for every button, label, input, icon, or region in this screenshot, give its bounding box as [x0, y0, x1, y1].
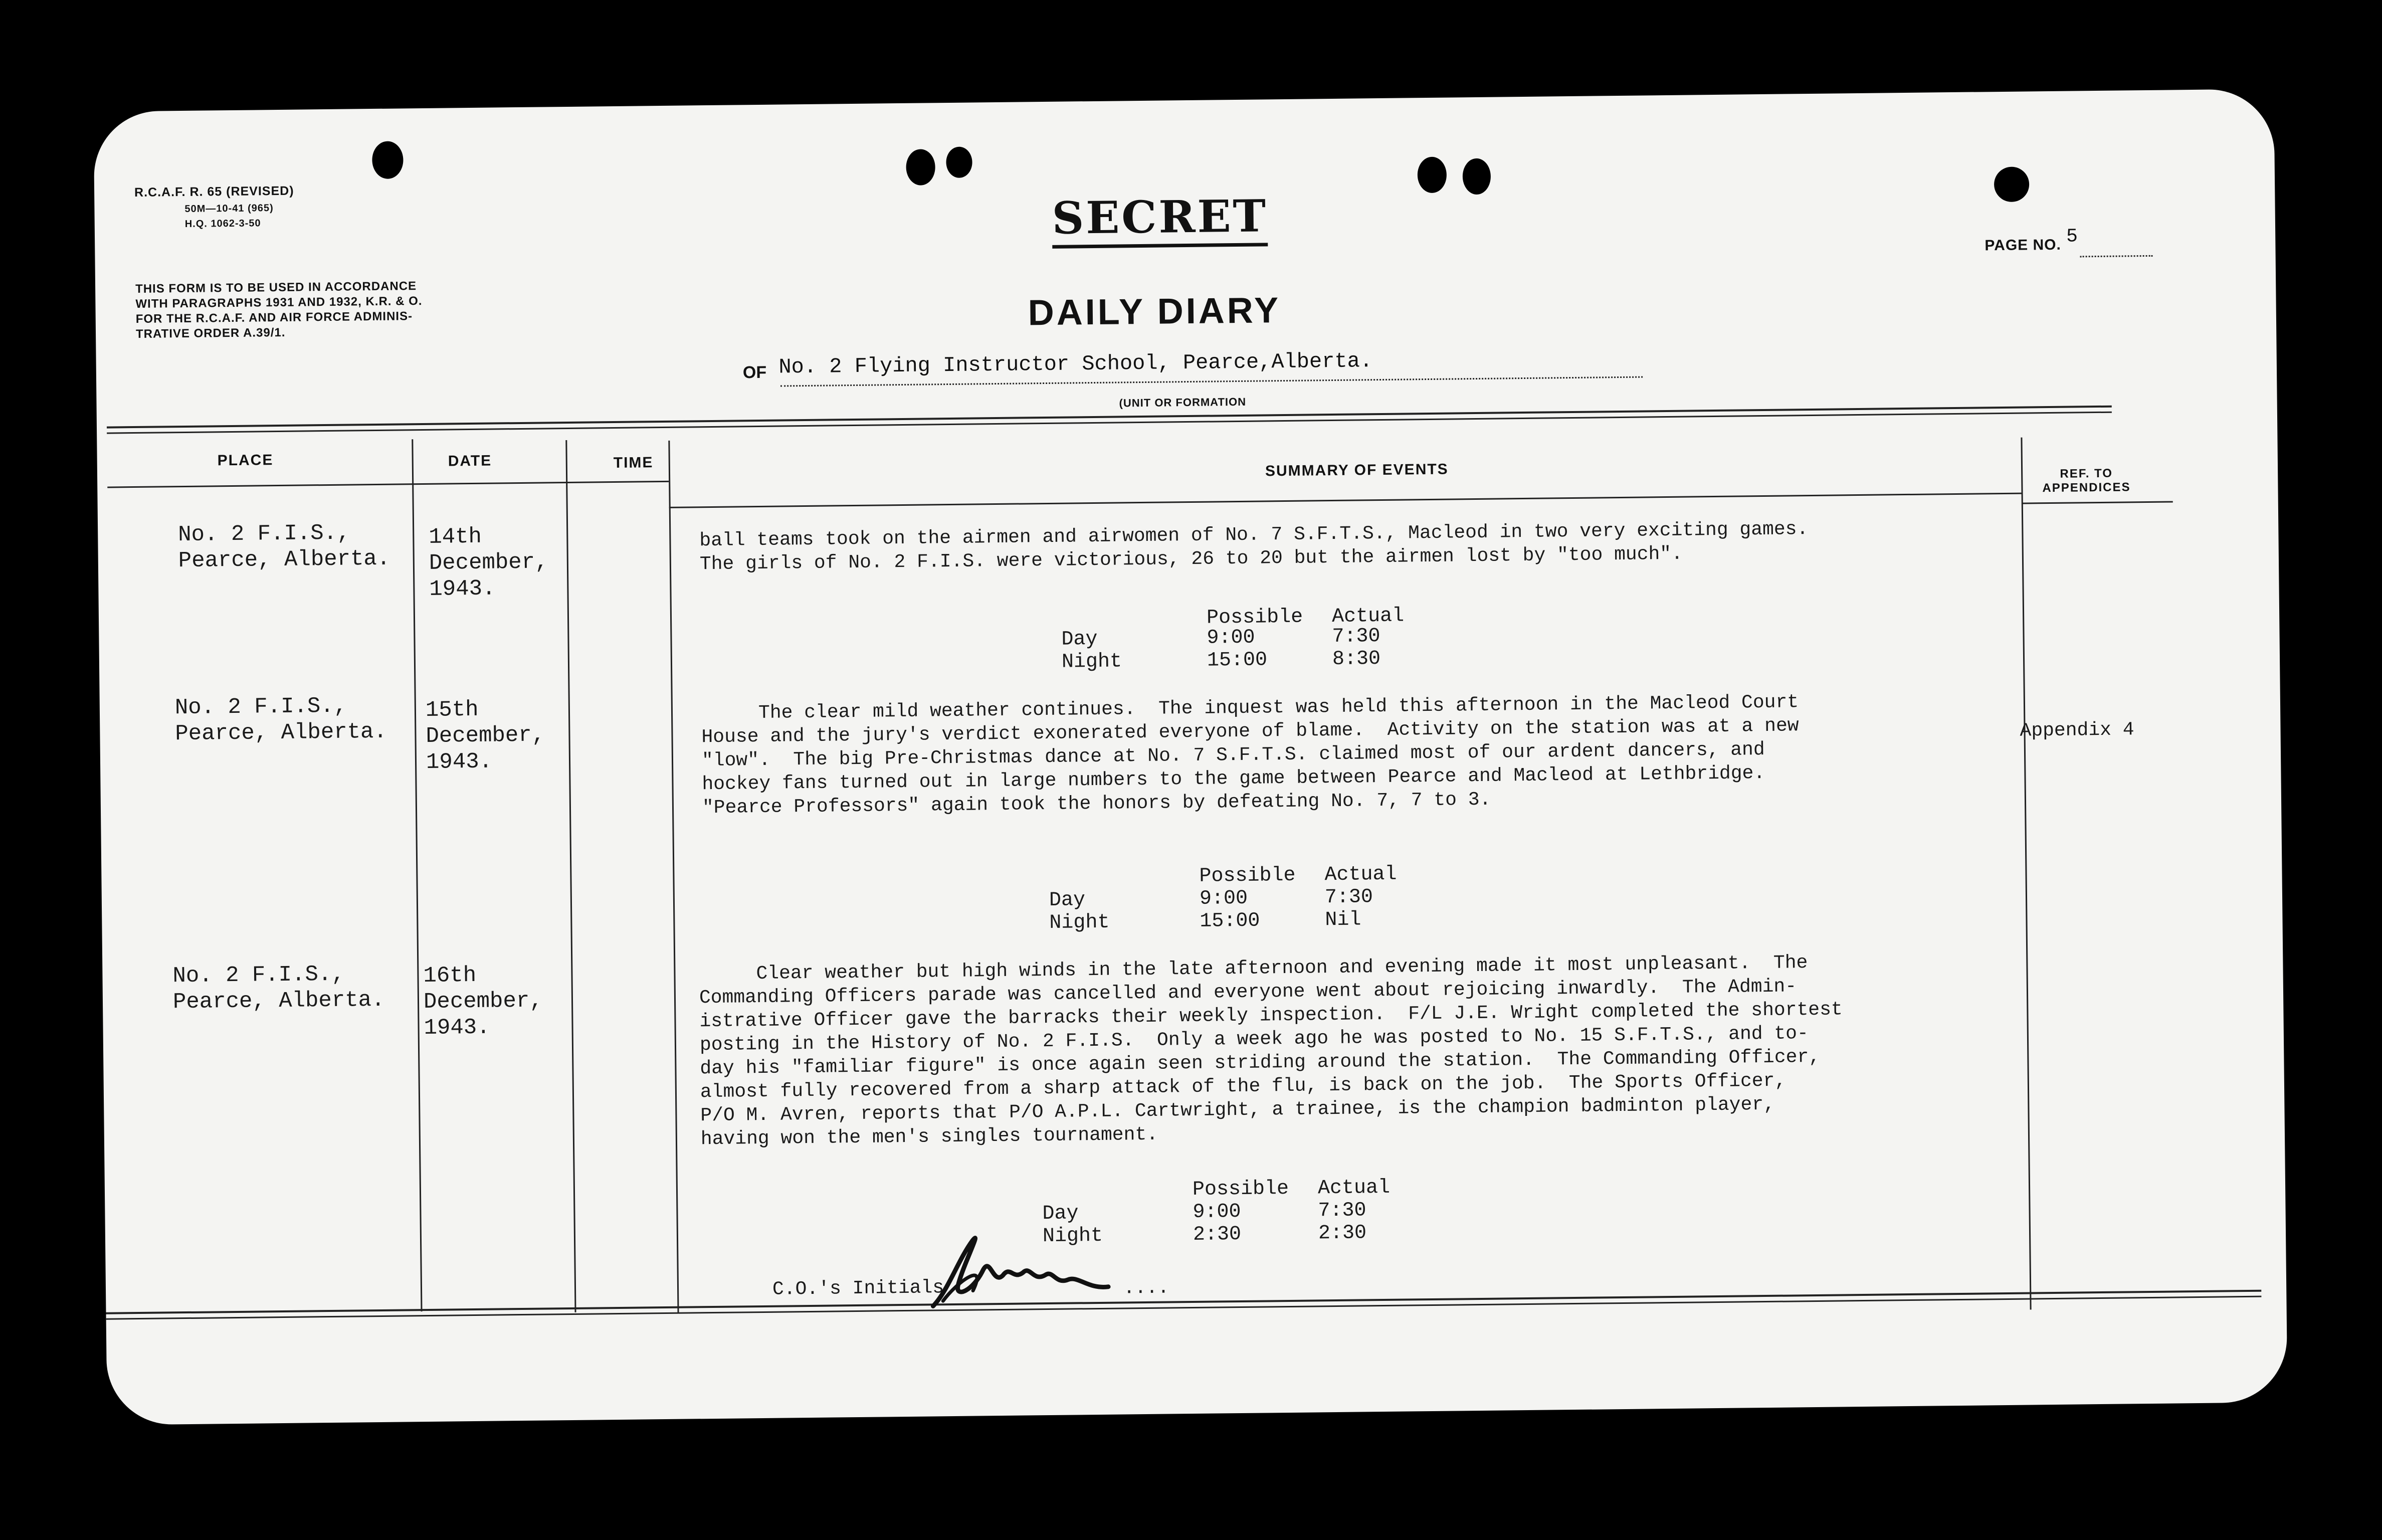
column-header-date: DATE	[448, 452, 492, 470]
possible-label: Possible	[1199, 864, 1296, 888]
column-divider-summary	[2021, 438, 2031, 1310]
co-initials-dots: ....	[1123, 1277, 1169, 1299]
column-header-time: TIME	[613, 454, 654, 472]
appendix-reference: Appendix 4	[2020, 719, 2134, 742]
page-number-field: PAGE NO. 5	[1984, 234, 2078, 256]
entry-place: No. 2 F.I.S., Pearce, Alberta.	[174, 693, 387, 747]
entry-summary: Clear weather but high winds in the late afternoon and evening made it most unpleasant. The Commanding Officers parade was cancelled and everyone went about rejoicing inwardly. The Admin- istrative Officer gave the barracks their weekly inspection. F/L J.E. Wright completed the shortest posting in the History of No. 2 F.I.S. Only a week ago he was posted to No. 15 S.F.T.S., and to- day his "familiar figure" is once again seen striding around the station. The Commanding Officer, almost fully recovered from a sharp attack of the flu, is back on the job. The Sports Officer, P/O M. Avren, reports that P/O A.P.L. Cartwright, a trainee, is the champion badminton player, having won the men's singles tournament.	[699, 952, 1843, 1150]
day-actual: 7:30	[1324, 886, 1373, 909]
classification-stamp: SECRET	[1052, 189, 1268, 249]
night-possible: 15:00	[1207, 649, 1268, 672]
column-header-underline	[669, 493, 2023, 508]
actual-label: Actual	[1317, 1176, 1391, 1200]
co-initials-label: C.O.'s Initials	[772, 1277, 944, 1300]
header-rule	[107, 406, 2112, 429]
footer-rule	[106, 1290, 2261, 1314]
day-actual: 7:30	[1332, 625, 1380, 649]
column-header-summary: SUMMARY OF EVENTS	[1265, 461, 1449, 480]
night-label: Night	[1042, 1224, 1103, 1248]
punch-hole	[1463, 158, 1491, 195]
night-actual: Nil	[1325, 908, 1361, 932]
day-label: Day	[1061, 628, 1098, 651]
column-header-ref: REF. TO APPENDICES	[2042, 466, 2131, 495]
entry-date: 14th December, 1943.	[429, 524, 548, 602]
night-label: Night	[1049, 911, 1110, 934]
day-possible: 9:00	[1207, 626, 1255, 650]
form-instructions: THIS FORM IS TO BE USED IN ACCORDANCE WITH PARAGRAPHS 1931 AND 1932, K.R. & O. FOR THE R.C.A.F. AND AIR FORCE ADMINIS- TRATIVE ORDER A.39/1.	[135, 279, 423, 341]
page-title: DAILY DIARY	[1028, 290, 1281, 333]
night-possible: 2:30	[1193, 1223, 1242, 1246]
day-label: Day	[1049, 889, 1086, 912]
column-header-underline	[107, 481, 669, 488]
day-possible: 9:00	[1199, 887, 1248, 910]
column-divider-place	[412, 439, 422, 1311]
day-actual: 7:30	[1318, 1199, 1366, 1223]
entry-date: 15th December, 1943.	[425, 697, 545, 775]
print-code: 50M—10-41 (965)	[184, 203, 274, 215]
night-possible: 15:00	[1200, 909, 1260, 933]
punch-hole	[1994, 166, 2030, 202]
punch-hole	[906, 149, 935, 185]
punch-hole	[1417, 157, 1447, 194]
night-actual: 2:30	[1318, 1222, 1367, 1245]
footer-rule	[106, 1296, 2262, 1320]
entry-summary: ball teams took on the airmen and airwomen of No. 7 S.F.T.S., Macleod in two very exciting games. The girls of No. 2 F.I.S. were victorious, 26 to 20 but the airmen lost by "too much".	[699, 518, 1809, 575]
diary-card	[93, 89, 2287, 1425]
punch-hole	[946, 146, 972, 178]
column-header-underline	[2023, 501, 2173, 504]
possible-label: Possible	[1206, 606, 1303, 630]
day-possible: 9:00	[1193, 1200, 1241, 1224]
night-label: Night	[1061, 650, 1122, 674]
hq-reference: H.Q. 1062-3-50	[184, 218, 261, 230]
column-divider-time	[668, 441, 679, 1313]
co-signature	[927, 1229, 1139, 1311]
unit-caption: (UNIT OR FORMATION	[1119, 395, 1247, 410]
column-header-place: PLACE	[217, 452, 274, 469]
day-label: Day	[1042, 1202, 1079, 1226]
punch-hole	[372, 141, 404, 179]
night-actual: 8:30	[1332, 648, 1381, 671]
actual-label: Actual	[1324, 863, 1397, 887]
header-rule	[107, 412, 2112, 434]
entry-summary: The clear mild weather continues. The inquest was held this afternoon in the Macleod Court House and the jury's verdict exonerated everyone of blame. Activity on the station was at a new "low". The big Pre-Christmas dance at No. 7 S.F.T.S. claimed most of our ardent dancers, and hockey fans turned out in large numbers to the game between Pearce and Macleod at Lethbridge. "Pearce Professors" again took the honors by defeating No. 7, 7 to 3.	[701, 691, 1799, 819]
unit-field: OF No. 2 Flying Instructor School, Pearce,Alberta.	[743, 354, 1373, 384]
possible-label: Possible	[1192, 1177, 1289, 1202]
entry-date: 16th December, 1943.	[423, 963, 543, 1041]
entry-place: No. 2 F.I.S., Pearce, Alberta.	[172, 961, 385, 1015]
entry-place: No. 2 F.I.S., Pearce, Alberta.	[177, 520, 390, 574]
form-id: R.C.A.F. R. 65 (REVISED)	[134, 183, 294, 200]
column-divider-date	[565, 440, 576, 1312]
actual-label: Actual	[1331, 605, 1405, 629]
